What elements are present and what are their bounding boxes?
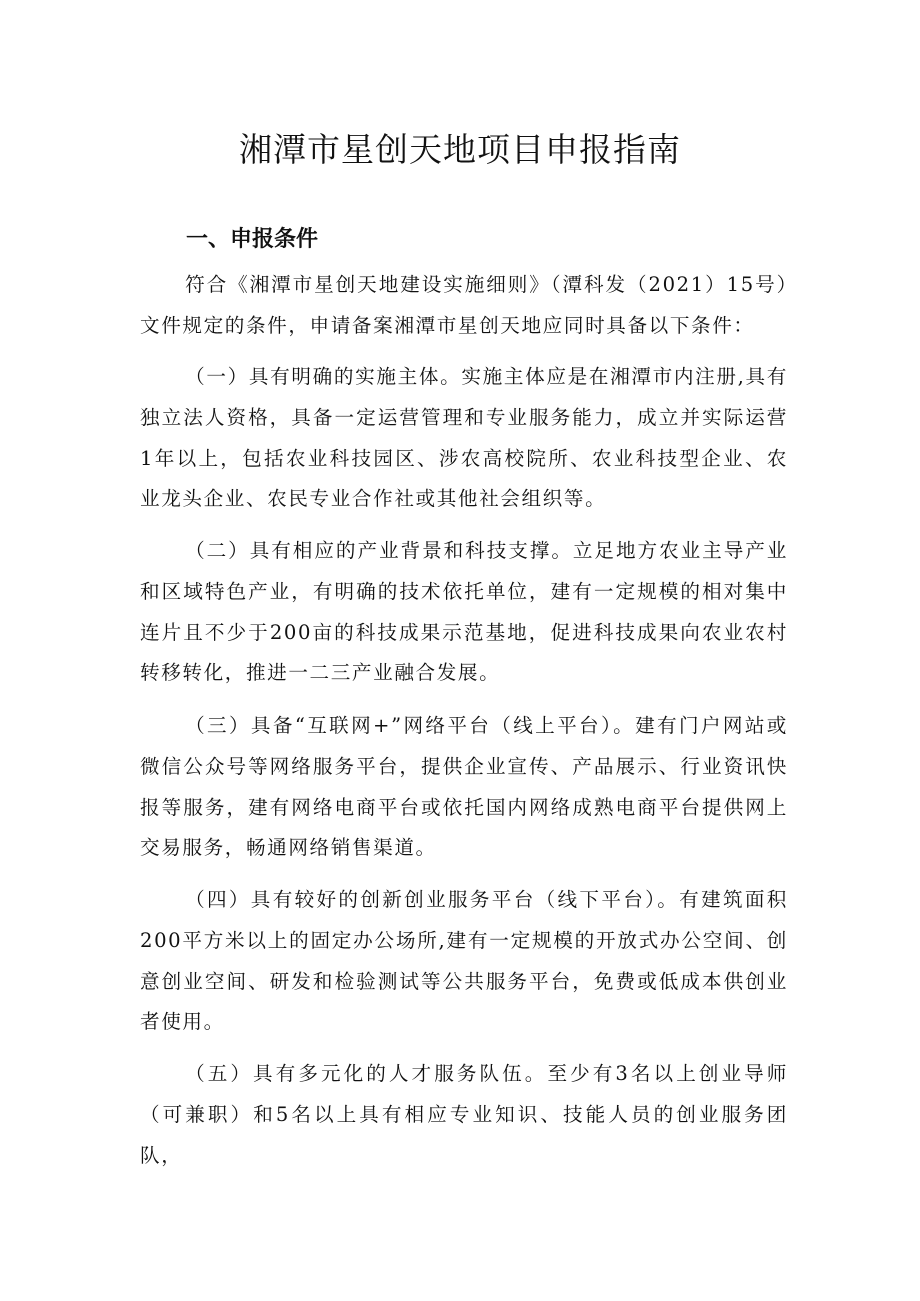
paragraph-condition-5: （五）具有多元化的人才服务队伍。至少有3名以上创业导师（可兼职）和5名以上具有相应专业知识、技能人员的创业服务团队，: [140, 1062, 788, 1167]
paragraph-condition-4: （四）具有较好的创新创业服务平台（线下平台）。有建筑面积200平方米以上的固定办公场所,建有一定规模的开放式办公空间、创意创业空间、研发和检验测试等公共服务平台，免费或低成本供创业者使用。: [140, 888, 788, 1034]
paragraph-condition-3: （三）具备“互联网+”网络平台（线上平台）。建有门户网站或微信公众号等网络服务平台，提供企业宣传、产品展示、行业资讯快报等服务，建有网络电商平台或依托国内网络成熟电商平台提供网上交易服务，畅通网络销售渠道。: [140, 714, 788, 860]
section-heading: 一、申报条件: [186, 227, 319, 252]
paragraph-condition-1: （一）具有明确的实施主体。实施主体应是在湘潭市内注册,具有独立法人资格，具备一定运营管理和专业服务能力，成立并实际运营1年以上，包括农业科技园区、涉农高校院所、农业科技型企业、农业龙头企业、农民专业合作社或其他社会组织等。: [140, 365, 788, 511]
paragraph-condition-2: （二）具有相应的产业背景和科技支撑。立足地方农业主导产业和区域特色产业，有明确的技术依托单位，建有一定规模的相对集中连片且不少于200亩的科技成果示范基地，促进科技成果向农业农村转移转化，推进一二三产业融合发展。: [140, 539, 788, 685]
document-title: 湘潭市星创天地项目申报指南: [239, 130, 681, 169]
paragraph-intro: 符合《湘潭市星创天地建设实施细则》（潭科发（2021）15号）文件规定的条件，申请备案湘潭市星创天地应同时具备以下条件：: [140, 273, 788, 337]
